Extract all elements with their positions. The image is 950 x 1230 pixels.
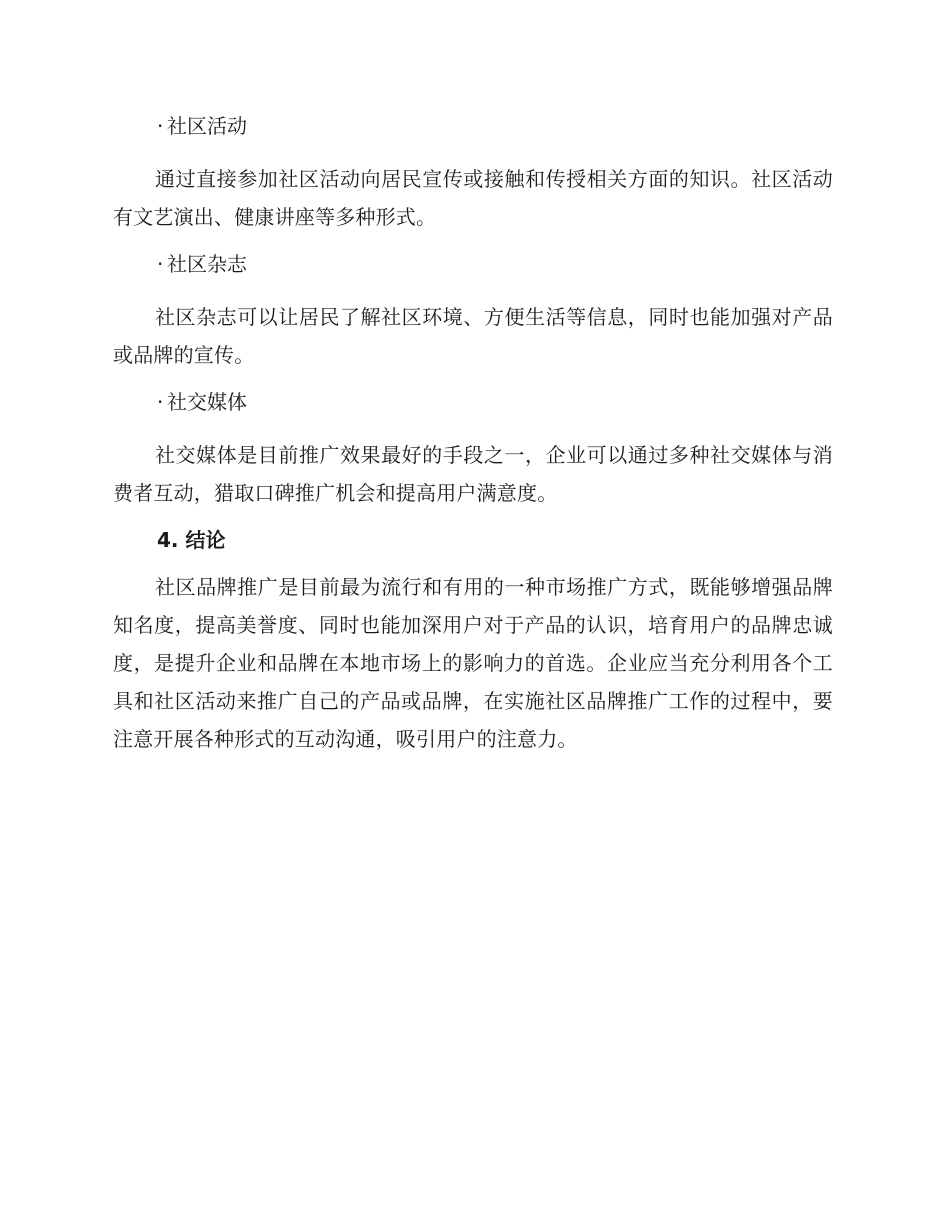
section-title-social-media — [157, 386, 833, 418]
bullet-marker: · — [157, 114, 164, 138]
bullet-marker: · — [157, 390, 164, 414]
section-title-community-magazine — [157, 248, 833, 280]
section-paragraph-social-media: 社交媒体是目前推广效果最好的手段之一，企业可以通过多种社交媒体与消费者互动，猎取口碑推广机会和提高用户满意度。 — [113, 443, 833, 505]
section-paragraph-community-magazine: 社区杂志可以让居民了解社区环境、方便生活等信息，同时也能加强对产品或品牌的宣传。 — [113, 305, 833, 367]
bullet-marker: · — [157, 252, 164, 276]
section-paragraph-community-activities: 通过直接参加社区活动向居民宣传或接触和传授相关方面的知识。社区活动有文艺演出、健康讲座等多种形式。 — [113, 167, 833, 229]
document-content — [113, 110, 833, 770]
conclusion-paragraph: 社区品牌推广是目前最为流行和有用的一种市场推广方式，既能够增强品牌知名度，提高美誉度、同时也能加深用户对于产品的认识，培育用户的品牌忠诚度，是提升企业和品牌在本地市场上的影响力的首选。企业应当充分利用各个工具和社区活动来推广自己的产品或品牌，在实施社区品牌推广工作的过程中，要注意开展各种形式的互动沟通，吸引用户的注意力。 — [113, 575, 833, 751]
section-title-text: 社交媒体 — [167, 390, 247, 414]
section-title-text: 社区活动 — [167, 114, 247, 138]
section-title-community-activities — [157, 110, 833, 142]
conclusion-heading: 4. 结论 — [157, 528, 226, 552]
section-title-text: 社区杂志 — [167, 252, 247, 276]
